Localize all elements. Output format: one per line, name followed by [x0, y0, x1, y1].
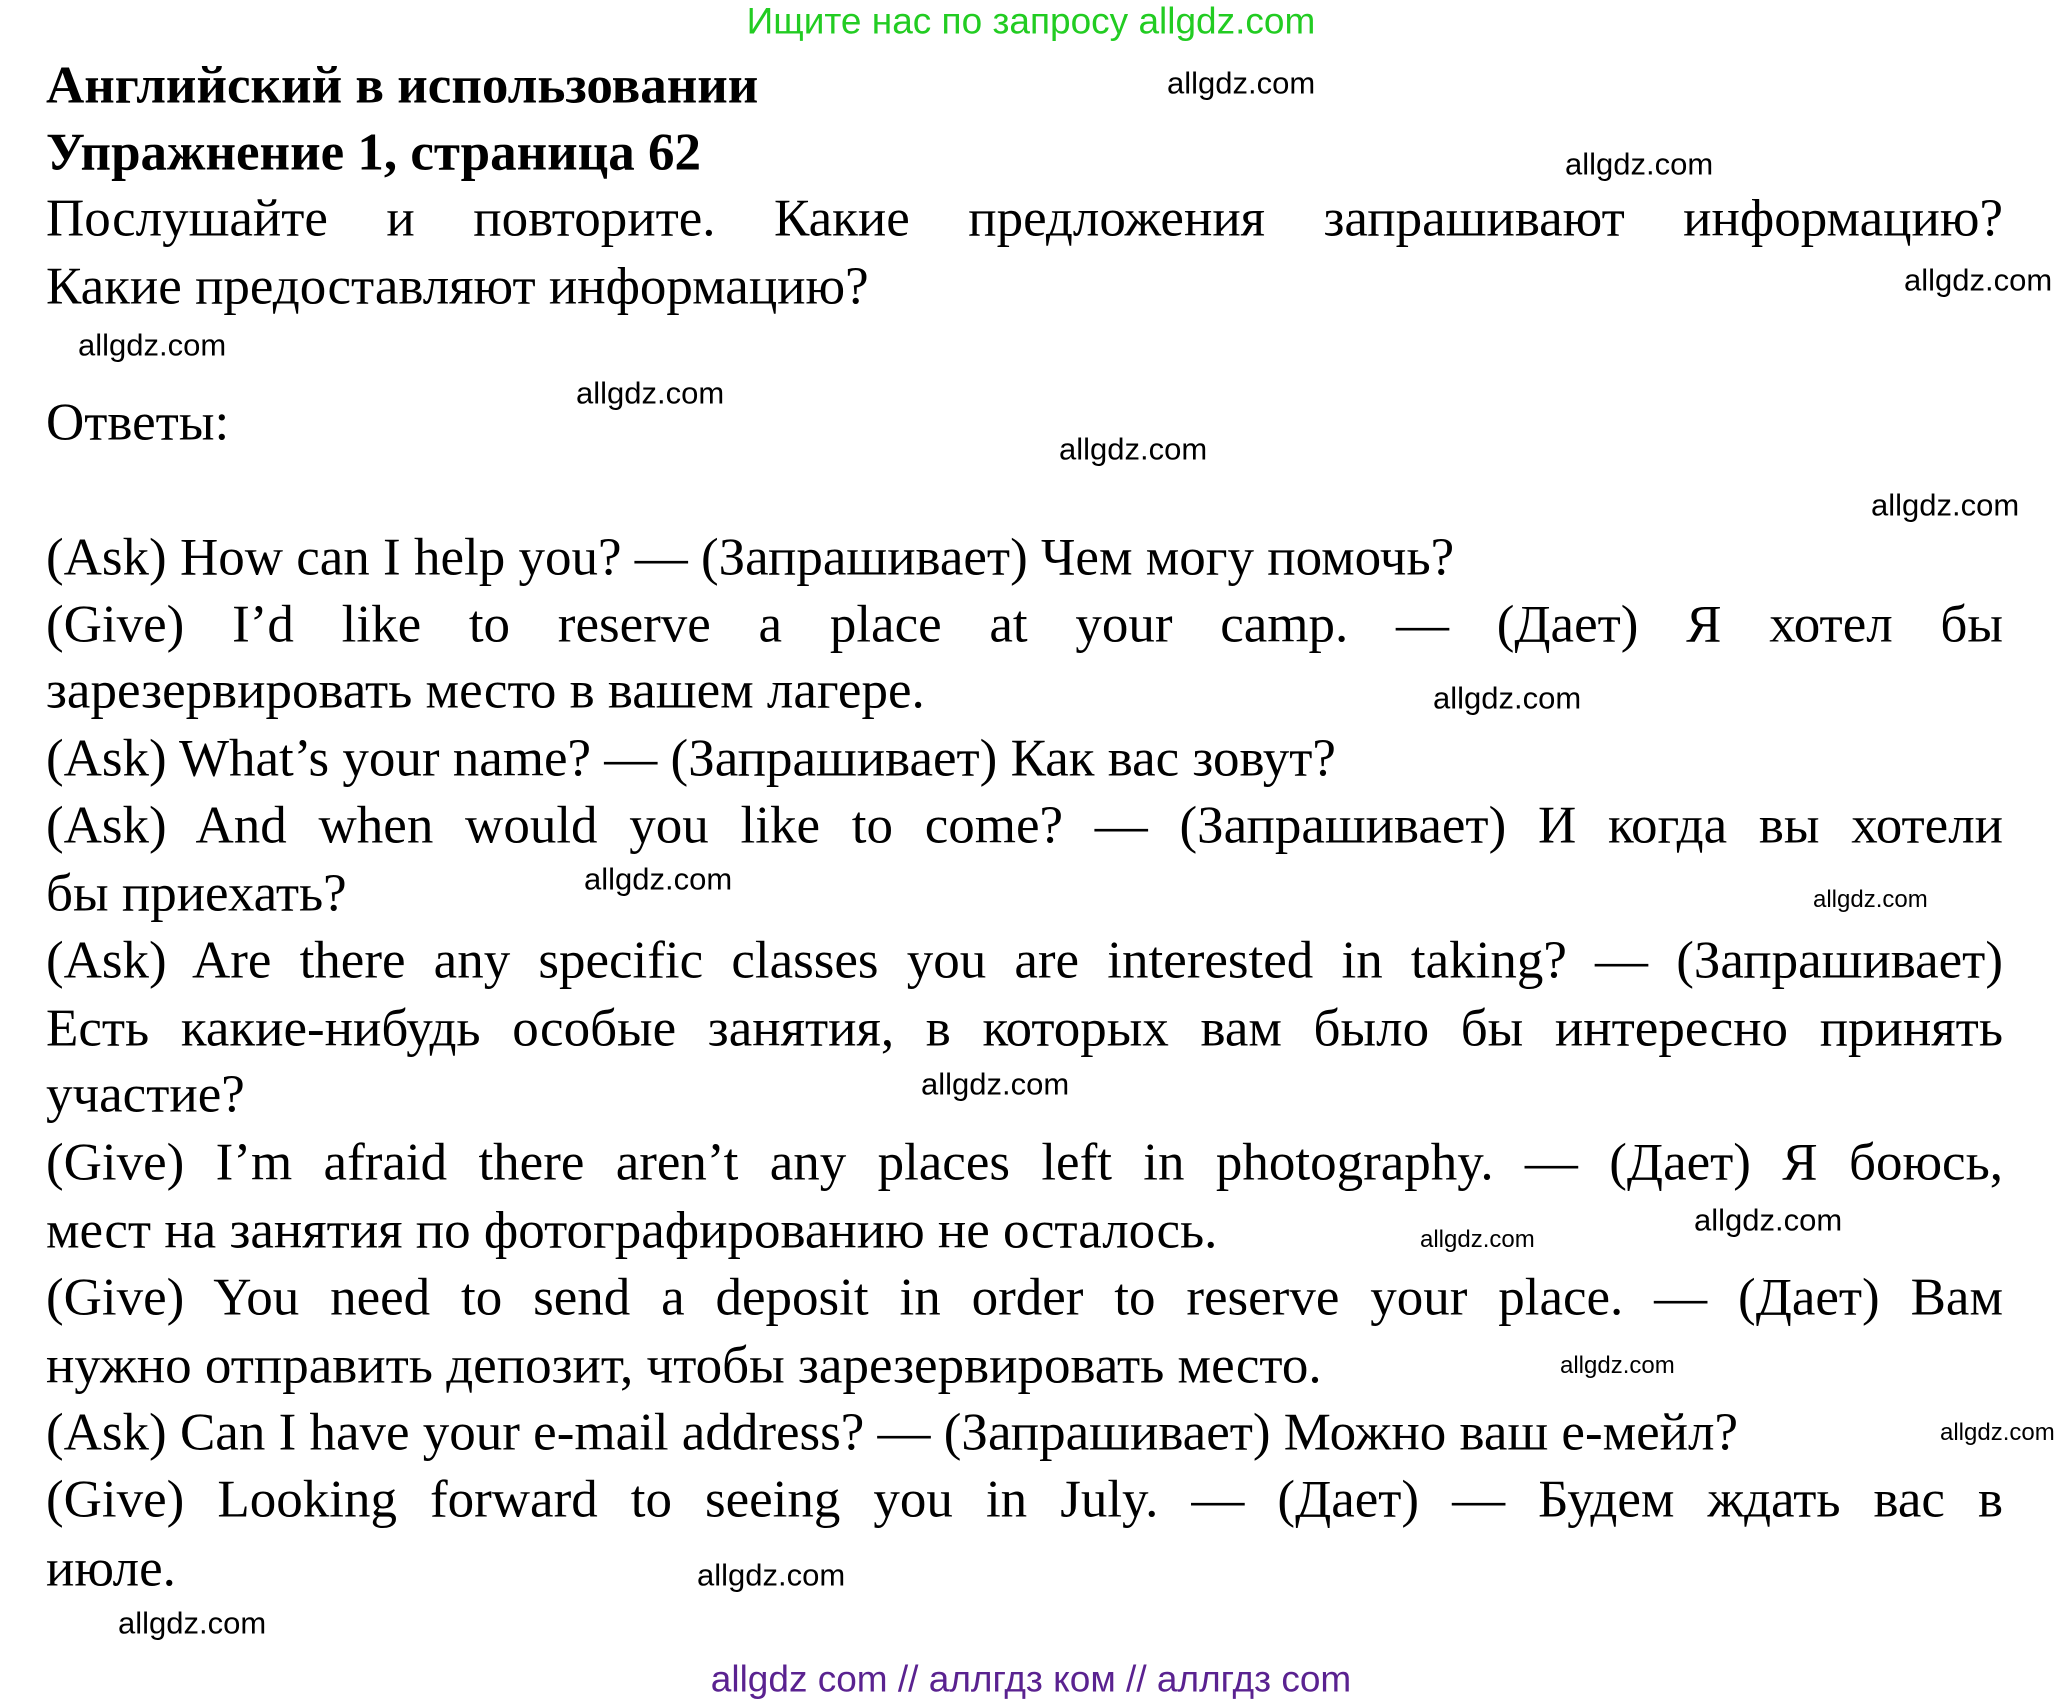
- answer-line: (Ask) How can I help you? — (Запрашивает) Чем могу помочь?: [46, 528, 1455, 587]
- watermark: allgdz.com: [1940, 1419, 2055, 1446]
- exercise-subtitle: Упражнение 1, страница 62: [46, 123, 701, 182]
- watermark: allgdz.com: [584, 861, 733, 897]
- answer-line: (Give) Looking forward to seeing you in July. — (Дает) — Будем ждать вас в: [46, 1470, 2003, 1529]
- watermark: allgdz.com: [118, 1605, 267, 1641]
- answer-line: (Give) You need to send a deposit in order to reserve your place. — (Дает) Вам: [46, 1268, 2003, 1327]
- watermark: allgdz.com: [1904, 262, 2053, 298]
- watermark: allgdz.com: [697, 1557, 846, 1593]
- answer-line: (Give) I’d like to reserve a place at your camp. — (Дает) Я хотел бы: [46, 595, 2003, 654]
- answer-line: зарезервировать место в вашем лагере.: [46, 661, 925, 720]
- watermark: allgdz.com: [1167, 65, 1316, 101]
- bottom-site-banner: allgdz com // аллгдз ком // аллгдз com: [710, 1658, 1352, 1700]
- task-text-line: Какие предоставляют информацию?: [46, 257, 869, 316]
- watermark: allgdz.com: [1059, 431, 1208, 467]
- answers-label: Ответы:: [46, 393, 230, 452]
- watermark: allgdz.com: [1420, 1226, 1535, 1253]
- watermark: allgdz.com: [1694, 1202, 1843, 1238]
- answer-line: мест на занятия по фотографированию не осталось.: [46, 1201, 1218, 1260]
- watermark: allgdz.com: [921, 1066, 1070, 1102]
- page-title: Английский в использовании: [46, 56, 759, 115]
- top-search-banner: Ищите нас по запросу allgdz.com: [746, 0, 1316, 42]
- watermark: allgdz.com: [78, 327, 227, 363]
- watermark: allgdz.com: [1560, 1352, 1675, 1379]
- answer-line: (Ask) What’s your name? — (Запрашивает) Как вас зовут?: [46, 729, 1336, 788]
- answer-line: бы приехать?: [46, 864, 347, 923]
- watermark: allgdz.com: [1565, 146, 1714, 182]
- answer-line: (Ask) And when would you like to come? — (Запрашивает) И когда вы хотели: [46, 796, 2003, 855]
- watermark: allgdz.com: [1871, 487, 2020, 523]
- answer-line: нужно отправить депозит, чтобы зарезервировать место.: [46, 1336, 1322, 1395]
- answer-line: участие?: [46, 1065, 245, 1124]
- watermark: allgdz.com: [576, 375, 725, 411]
- answer-line: (Give) I’m afraid there aren’t any places left in photography. — (Дает) Я боюсь,: [46, 1133, 2003, 1192]
- watermark: allgdz.com: [1813, 886, 1928, 913]
- task-text-line: Послушайте и повторите. Какие предложения запрашивают информацию?: [46, 189, 2003, 248]
- answer-line: июле.: [46, 1539, 176, 1598]
- watermark: allgdz.com: [1433, 680, 1582, 716]
- answer-line: (Ask) Can I have your e-mail address? — (Запрашивает) Можно ваш е-мейл?: [46, 1403, 1738, 1462]
- answer-line: (Ask) Are there any specific classes you are interested in taking? — (Запрашивает): [46, 931, 2003, 990]
- answer-line: Есть какие-нибудь особые занятия, в которых вам было бы интересно принять: [46, 999, 2003, 1058]
